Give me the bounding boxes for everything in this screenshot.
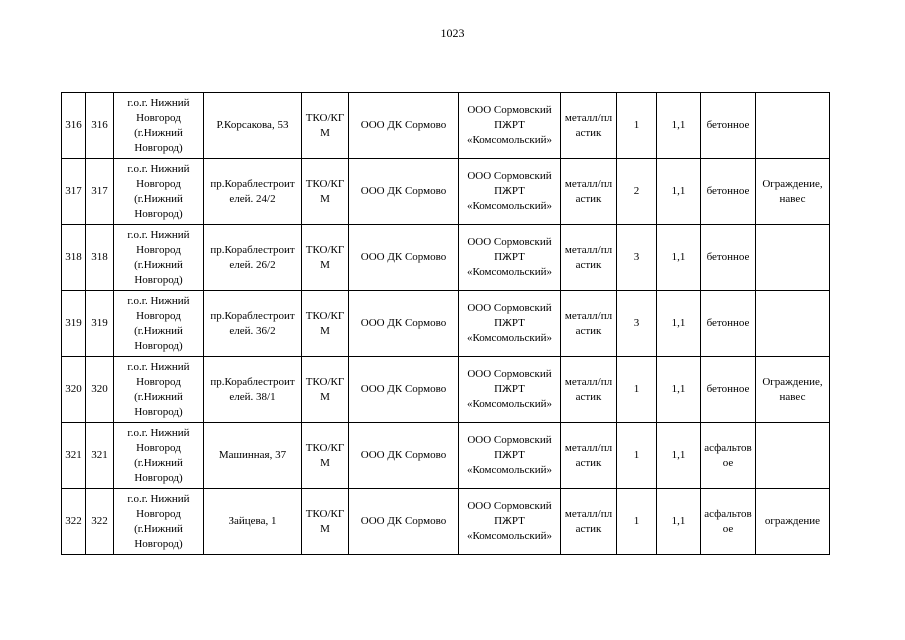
cell-line: «Комсомольский»	[466, 530, 553, 542]
container-material-cell	[561, 93, 617, 159]
object-number-cell: 321	[86, 423, 114, 489]
container-material-cell	[561, 423, 617, 489]
cell-line: металл/пл	[564, 507, 613, 520]
cell-line: ТКО/КГ	[305, 111, 345, 124]
table-row	[62, 93, 830, 159]
fencing-cell	[756, 225, 830, 291]
cell-line: ООО ДК Сормово	[360, 449, 447, 461]
container-volume-cell: 1,1	[657, 159, 701, 225]
cell-line: навес	[779, 390, 806, 403]
surface-type-cell	[701, 225, 756, 291]
cell-line: М	[320, 456, 330, 469]
cell-line: ое	[722, 456, 734, 469]
fencing-cell	[756, 159, 830, 225]
municipality-cell	[114, 489, 204, 555]
cell-line: ООО ДК Сормово	[360, 119, 447, 131]
cell-line: бетонное	[706, 317, 750, 329]
cell-line: ПЖРТ	[494, 185, 525, 197]
cell-line: пр.Кораблестроит	[210, 309, 295, 322]
row-number-cell: 319	[62, 291, 86, 357]
operator-cell	[459, 291, 561, 357]
container-volume-cell: 1,1	[657, 291, 701, 357]
cell-line: (г.Нижний	[134, 258, 183, 271]
cell-line: Р.Корсакова, 53	[216, 119, 289, 131]
cell-line: ограждение	[764, 515, 821, 527]
row-number-cell: 316	[62, 93, 86, 159]
cell-line: г.о.г. Нижний	[127, 492, 190, 505]
cell-line: (г.Нижний	[134, 192, 183, 205]
cell-line: М	[320, 258, 330, 271]
address-cell	[204, 489, 302, 555]
cell-line: ПЖРТ	[494, 251, 525, 263]
container-count-cell: 1	[617, 357, 657, 423]
cell-line: елей. 38/1	[229, 390, 276, 403]
cell-line: Новгород	[136, 177, 181, 190]
cell-line: металл/пл	[564, 441, 613, 454]
fencing-cell	[756, 291, 830, 357]
address-cell	[204, 291, 302, 357]
cell-line: Новгород	[136, 375, 181, 388]
cell-line: ТКО/КГ	[305, 177, 345, 190]
cell-line: астик	[575, 126, 602, 139]
cell-line: Зайцева, 1	[228, 515, 277, 527]
surface-type-cell	[701, 93, 756, 159]
object-number-cell: 319	[86, 291, 114, 357]
cell-line: елей. 24/2	[229, 192, 276, 205]
cell-line: (г.Нижний	[134, 324, 183, 337]
cell-line: ООО Сормовский	[467, 368, 552, 380]
fencing-cell	[756, 357, 830, 423]
container-volume-cell: 1,1	[657, 489, 701, 555]
owner-cell	[349, 357, 459, 423]
cell-line: М	[320, 522, 330, 535]
cell-line: елей. 26/2	[229, 258, 276, 271]
address-cell	[204, 159, 302, 225]
cell-line: Новгород	[136, 111, 181, 124]
cell-line: астик	[575, 258, 602, 271]
operator-cell	[459, 489, 561, 555]
waste-type-cell	[302, 159, 349, 225]
cell-line: ООО Сормовский	[467, 236, 552, 248]
object-number-cell: 320	[86, 357, 114, 423]
row-number-cell: 320	[62, 357, 86, 423]
cell-line: ТКО/КГ	[305, 375, 345, 388]
owner-cell	[349, 423, 459, 489]
cell-line: ТКО/КГ	[305, 441, 345, 454]
cell-line: Новгород	[136, 507, 181, 520]
cell-line: (г.Нижний	[134, 456, 183, 469]
fencing-cell	[756, 423, 830, 489]
cell-line: металл/пл	[564, 309, 613, 322]
cell-line: г.о.г. Нижний	[127, 228, 190, 241]
operator-cell	[459, 159, 561, 225]
cell-line: астик	[575, 192, 602, 205]
container-volume-cell: 1,1	[657, 93, 701, 159]
cell-line: ООО Сормовский	[467, 500, 552, 512]
cell-line: ТКО/КГ	[305, 309, 345, 322]
address-cell	[204, 357, 302, 423]
cell-line: г.о.г. Нижний	[127, 426, 190, 439]
surface-type-cell	[701, 159, 756, 225]
cell-line: пр.Кораблестроит	[210, 375, 295, 388]
owner-cell	[349, 159, 459, 225]
surface-type-cell	[701, 423, 756, 489]
cell-line: елей. 36/2	[229, 324, 276, 337]
cell-line: «Комсомольский»	[466, 464, 553, 476]
address-cell	[204, 423, 302, 489]
table-row	[62, 489, 830, 555]
cell-line: Новгород	[136, 441, 181, 454]
object-number-cell: 318	[86, 225, 114, 291]
cell-line: ПЖРТ	[494, 317, 525, 329]
cell-line: (г.Нижний	[134, 390, 183, 403]
cell-line: Новгород)	[134, 339, 183, 352]
cell-line: бетонное	[706, 119, 750, 131]
address-cell	[204, 93, 302, 159]
cell-line: Машинная, 37	[218, 449, 287, 461]
cell-line: металл/пл	[564, 375, 613, 388]
cell-line: «Комсомольский»	[466, 134, 553, 146]
cell-line: ООО ДК Сормово	[360, 515, 447, 527]
cell-line: Новгород)	[134, 207, 183, 220]
container-count-cell: 3	[617, 291, 657, 357]
cell-line: астик	[575, 324, 602, 337]
cell-line: бетонное	[706, 185, 750, 197]
cell-line: Ограждение,	[762, 177, 823, 190]
cell-line: М	[320, 390, 330, 403]
owner-cell	[349, 93, 459, 159]
container-volume-cell: 1,1	[657, 225, 701, 291]
container-material-cell	[561, 159, 617, 225]
cell-line: г.о.г. Нижний	[127, 360, 190, 373]
cell-line: М	[320, 324, 330, 337]
cell-line: ООО ДК Сормово	[360, 185, 447, 197]
cell-line: г.о.г. Нижний	[127, 162, 190, 175]
cell-line: металл/пл	[564, 243, 613, 256]
cell-line: М	[320, 192, 330, 205]
cell-line: «Комсомольский»	[466, 200, 553, 212]
owner-cell	[349, 225, 459, 291]
container-volume-cell: 1,1	[657, 423, 701, 489]
surface-type-cell	[701, 291, 756, 357]
waste-type-cell	[302, 489, 349, 555]
address-cell	[204, 225, 302, 291]
owner-cell	[349, 489, 459, 555]
table-row	[62, 357, 830, 423]
cell-line: бетонное	[706, 383, 750, 395]
cell-line: «Комсомольский»	[466, 332, 553, 344]
container-volume-cell: 1,1	[657, 357, 701, 423]
cell-line: ое	[722, 522, 734, 535]
cell-line: ООО ДК Сормово	[360, 383, 447, 395]
cell-line: Новгород)	[134, 537, 183, 550]
container-material-cell	[561, 291, 617, 357]
cell-line: астик	[575, 522, 602, 535]
cell-line: Новгород)	[134, 471, 183, 484]
cell-line: асфальтов	[704, 441, 752, 454]
municipality-cell	[114, 357, 204, 423]
cell-line: асфальтов	[704, 507, 752, 520]
container-material-cell	[561, 357, 617, 423]
object-number-cell: 316	[86, 93, 114, 159]
cell-line: Новгород	[136, 243, 181, 256]
municipality-cell	[114, 225, 204, 291]
surface-type-cell	[701, 489, 756, 555]
operator-cell	[459, 357, 561, 423]
cell-line: ООО Сормовский	[467, 434, 552, 446]
operator-cell	[459, 423, 561, 489]
waste-type-cell	[302, 225, 349, 291]
owner-cell	[349, 291, 459, 357]
container-material-cell	[561, 489, 617, 555]
cell-line: Ограждение,	[762, 375, 823, 388]
table-row	[62, 291, 830, 357]
cell-line: ПЖРТ	[494, 515, 525, 527]
cell-line: астик	[575, 390, 602, 403]
registry-table	[61, 92, 830, 555]
page-number: 1023	[440, 26, 465, 40]
cell-line: пр.Кораблестроит	[210, 243, 295, 256]
municipality-cell	[114, 93, 204, 159]
cell-line: ООО Сормовский	[467, 104, 552, 116]
cell-line: пр.Кораблестроит	[210, 177, 295, 190]
fencing-cell	[756, 489, 830, 555]
cell-line: ПЖРТ	[494, 119, 525, 131]
waste-type-cell	[302, 291, 349, 357]
table-row	[62, 159, 830, 225]
cell-line: Новгород)	[134, 405, 183, 418]
fencing-cell	[756, 93, 830, 159]
cell-line: бетонное	[706, 251, 750, 263]
cell-line: г.о.г. Нижний	[127, 96, 190, 109]
cell-line: ООО Сормовский	[467, 170, 552, 182]
cell-line: ООО ДК Сормово	[360, 317, 447, 329]
cell-line: металл/пл	[564, 177, 613, 190]
cell-line: г.о.г. Нижний	[127, 294, 190, 307]
cell-line: навес	[779, 192, 806, 205]
municipality-cell	[114, 291, 204, 357]
waste-type-cell	[302, 423, 349, 489]
cell-line: «Комсомольский»	[466, 266, 553, 278]
container-count-cell: 3	[617, 225, 657, 291]
waste-type-cell	[302, 357, 349, 423]
cell-line: металл/пл	[564, 111, 613, 124]
container-count-cell: 1	[617, 489, 657, 555]
row-number-cell: 322	[62, 489, 86, 555]
cell-line: ТКО/КГ	[305, 507, 345, 520]
cell-line: ООО ДК Сормово	[360, 251, 447, 263]
object-number-cell: 322	[86, 489, 114, 555]
container-count-cell: 1	[617, 423, 657, 489]
cell-line: (г.Нижний	[134, 126, 183, 139]
municipality-cell	[114, 159, 204, 225]
container-count-cell: 2	[617, 159, 657, 225]
operator-cell	[459, 225, 561, 291]
operator-cell	[459, 93, 561, 159]
municipality-cell	[114, 423, 204, 489]
cell-line: Новгород)	[134, 141, 183, 154]
container-material-cell	[561, 225, 617, 291]
surface-type-cell	[701, 357, 756, 423]
row-number-cell: 317	[62, 159, 86, 225]
cell-line: ООО Сормовский	[467, 302, 552, 314]
cell-line: ПЖРТ	[494, 383, 525, 395]
cell-line: М	[320, 126, 330, 139]
container-count-cell: 1	[617, 93, 657, 159]
cell-line: Новгород	[136, 309, 181, 322]
cell-line: Новгород)	[134, 273, 183, 286]
row-number-cell: 318	[62, 225, 86, 291]
cell-line: «Комсомольский»	[466, 398, 553, 410]
object-number-cell: 317	[86, 159, 114, 225]
cell-line: астик	[575, 456, 602, 469]
waste-type-cell	[302, 93, 349, 159]
table-row	[62, 225, 830, 291]
row-number-cell: 321	[62, 423, 86, 489]
cell-line: (г.Нижний	[134, 522, 183, 535]
table-row	[62, 423, 830, 489]
cell-line: ПЖРТ	[494, 449, 525, 461]
cell-line: ТКО/КГ	[305, 243, 345, 256]
